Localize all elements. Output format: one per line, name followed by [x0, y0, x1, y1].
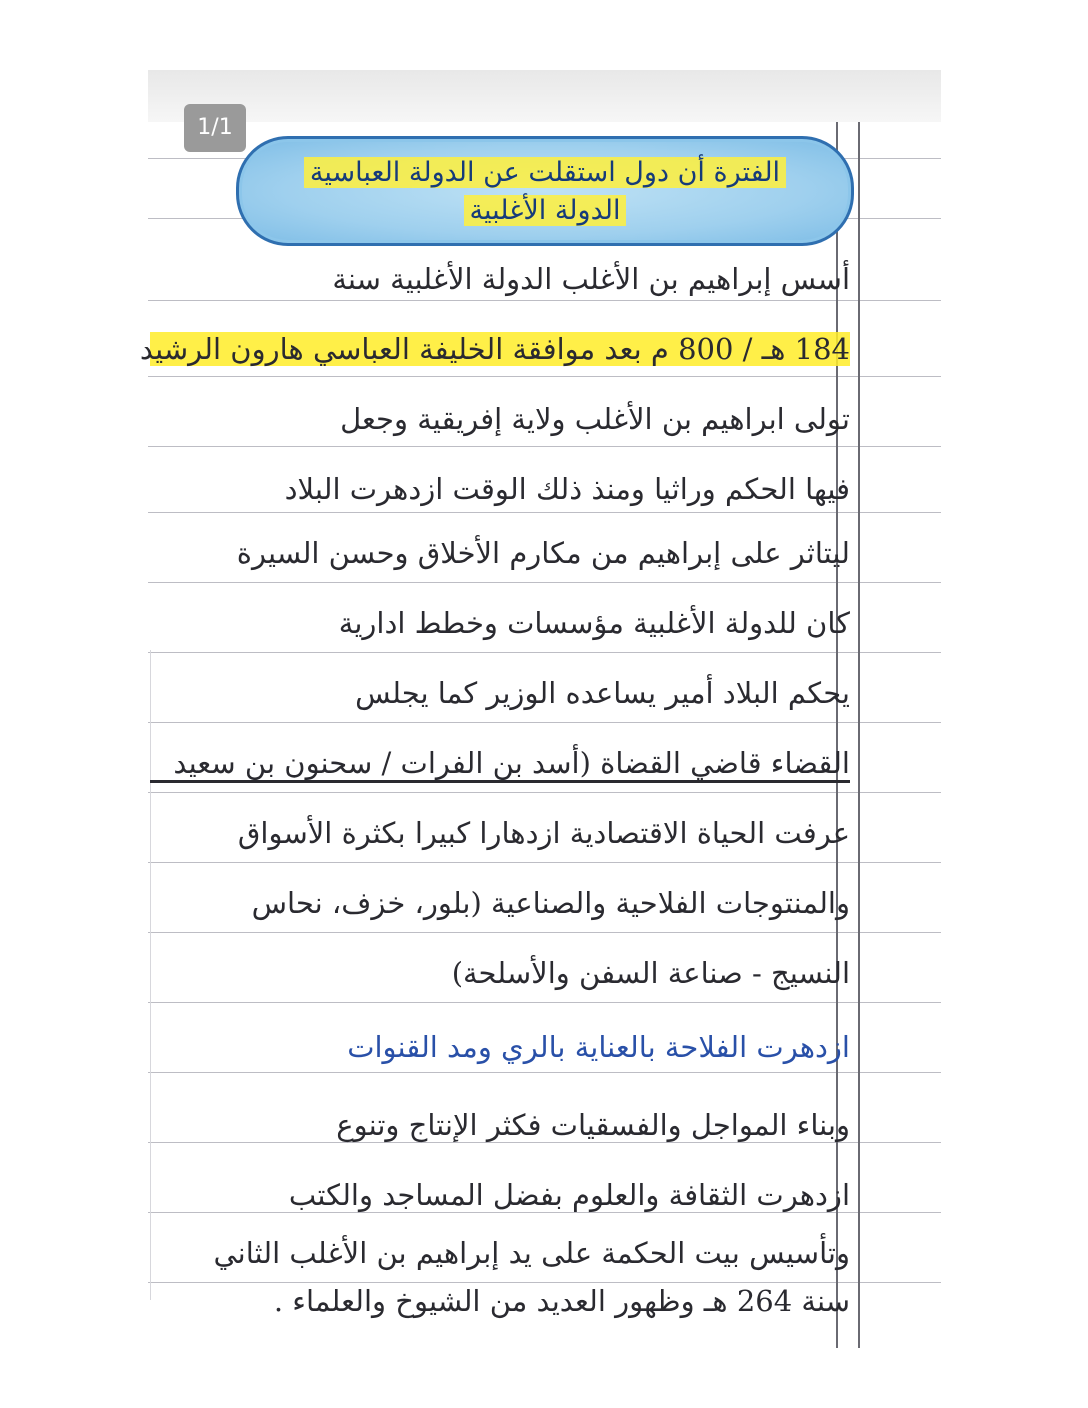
- text-line: سنة 264 هـ وظهور العديد من الشيوخ والعلماء .: [273, 1284, 850, 1318]
- ruled-line: [148, 722, 941, 723]
- text-line-underlined: القضاء قاضي القضاة (أسد بن الفرات / سحنون بن سعيد: [150, 746, 850, 783]
- ruled-line: [148, 1002, 941, 1003]
- text-line: تولى ابراهيم بن الأغلب ولاية إفريقية وجعل: [340, 402, 850, 436]
- viewer-toolbar: [148, 70, 941, 122]
- text-line: عرفت الحياة الاقتصادية ازدهارا كبيرا بكثرة الأسواق: [237, 816, 850, 850]
- text-line: والمنتوجات الفلاحية والصناعية (بلور، خزف، نحاس: [251, 886, 850, 920]
- ruled-line: [148, 582, 941, 583]
- ruled-line: [148, 1072, 941, 1073]
- margin-line: [858, 122, 860, 1348]
- title-cloud: [236, 136, 854, 246]
- title-line-2: الدولة الأغلبية: [239, 195, 851, 226]
- ruled-line: [148, 1212, 941, 1213]
- ruled-line: [148, 446, 941, 447]
- ruled-line: [148, 792, 941, 793]
- ruled-line: [148, 376, 941, 377]
- text-line: كان للدولة الأغلبية مؤسسات وخطط ادارية: [338, 606, 850, 640]
- text-line: أسس إبراهيم بن الأغلب الدولة الأغلبية سنة: [332, 262, 850, 296]
- text-line-highlighted: 184 هـ / 800 م بعد موافقة الخليفة العباسي هارون الرشيد: [139, 332, 850, 366]
- ruled-line: [148, 862, 941, 863]
- text-line: ازدهرت الفلاحة بالعناية بالري ومد القنوات: [347, 1030, 850, 1064]
- ruled-line: [148, 1282, 941, 1283]
- margin-line: [836, 122, 838, 1348]
- ruled-line: [148, 300, 941, 301]
- text-line: ليتاثر على إبراهيم من مكارم الأخلاق وحسن السيرة: [236, 536, 850, 570]
- page-counter: 1/1: [184, 104, 246, 152]
- text-line: فيها الحكم وراثيا ومنذ ذلك الوقت ازدهرت البلاد: [284, 472, 850, 506]
- ruled-line: [148, 512, 941, 513]
- text-line: النسيج - صناعة السفن والأسلحة): [451, 956, 850, 990]
- text-line: وتأسيس بيت الحكمة على يد إبراهيم بن الأغلب الثاني: [213, 1236, 850, 1270]
- text-line: يحكم البلاد أمير يساعده الوزير كما يجلس: [355, 676, 850, 710]
- ruled-line: [148, 652, 941, 653]
- text-line: وبناء المواجل والفسقيات فكثر الإنتاج وتنوع: [336, 1108, 850, 1142]
- text-line: ازدهرت الثقافة والعلوم بفضل المساجد والكتب: [288, 1178, 850, 1212]
- ruled-line: [148, 932, 941, 933]
- title-line-1: الفترة أن دول استقلت عن الدولة العباسية: [239, 157, 851, 188]
- ruled-line: [148, 1142, 941, 1143]
